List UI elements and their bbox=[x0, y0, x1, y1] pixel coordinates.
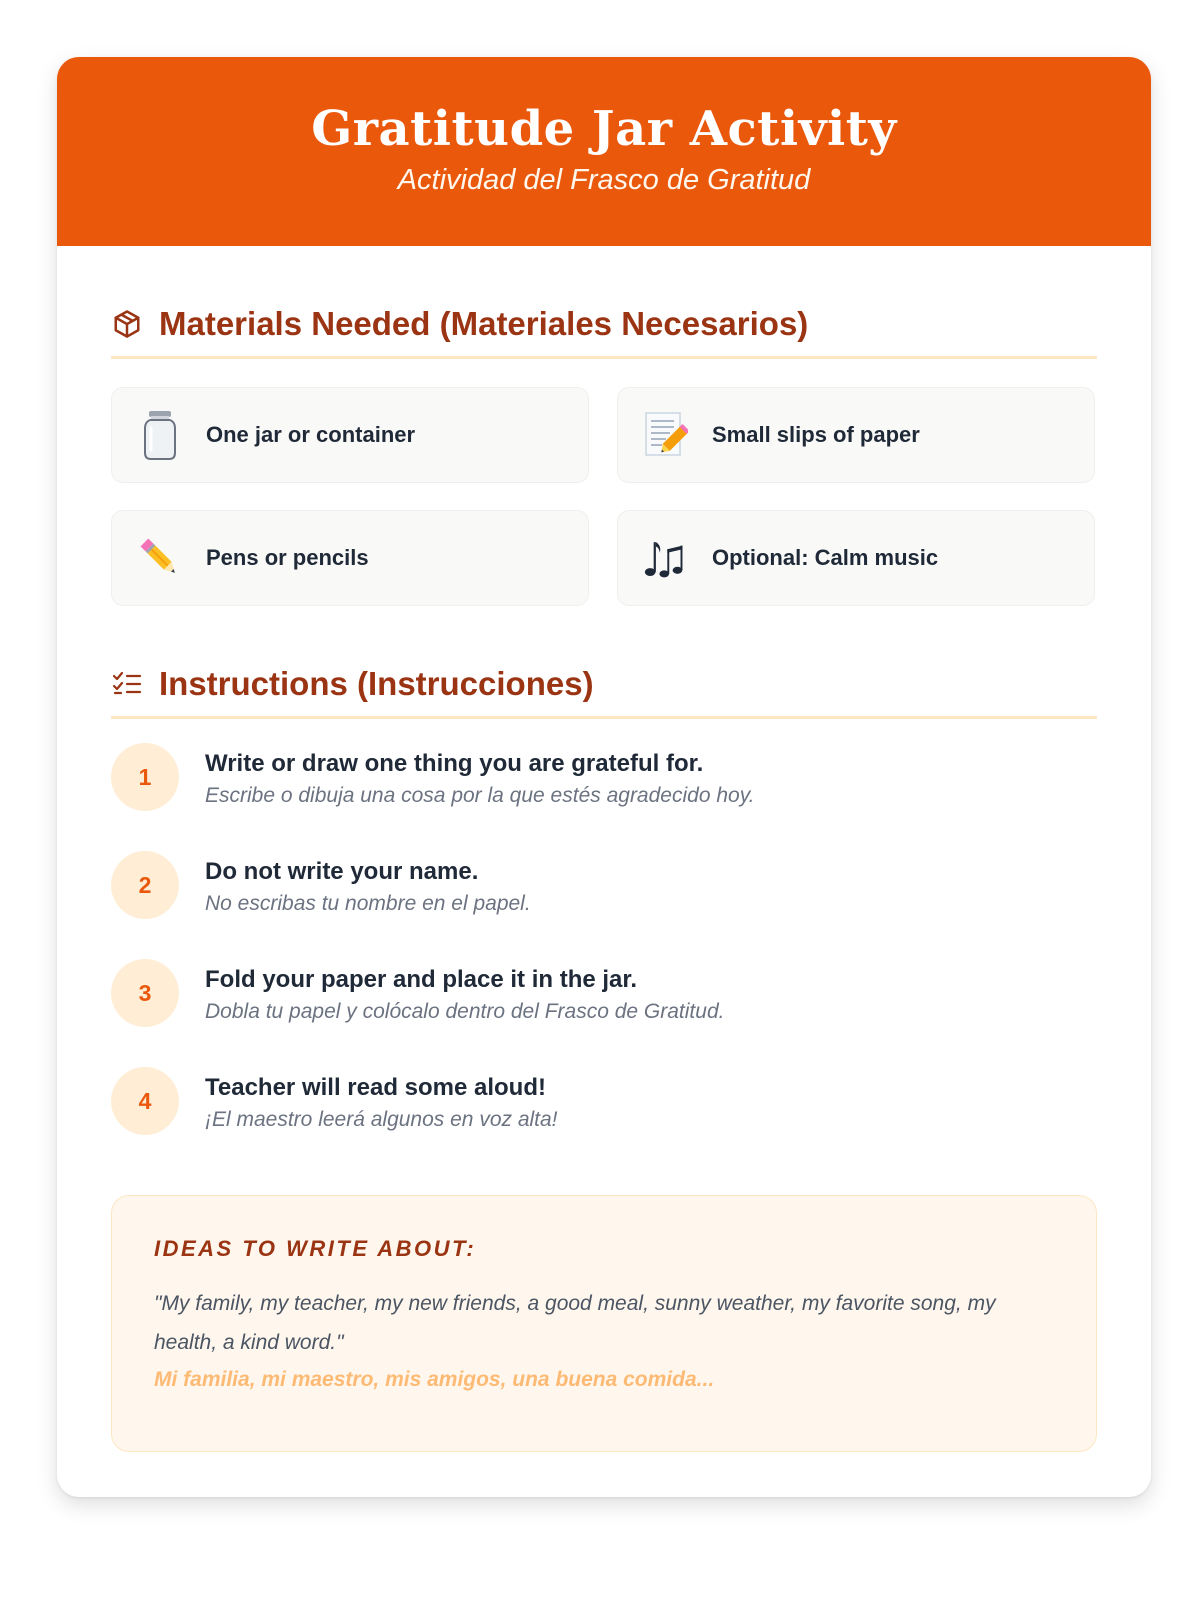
materials-section-title bbox=[111, 304, 1097, 359]
step-text-english: Fold your paper and place it in the jar. bbox=[205, 966, 638, 993]
instruction-step bbox=[111, 743, 1097, 851]
ideas-spanish-text: Mi familia, mi maestro, mis amigos, una buena comida... bbox=[154, 1368, 715, 1391]
ideas-english-text: "My family, my teacher, my new friends, a good meal, sunny weather, my favorite song, my health, a kind word." bbox=[154, 1292, 996, 1354]
step-number-badge: 4 bbox=[111, 1067, 179, 1135]
step-text-spanish: Dobla tu papel y colócalo dentro del Frasco de Gratitud. bbox=[205, 1000, 725, 1023]
instructions-list bbox=[111, 743, 1097, 1175]
material-label: Optional: Calm music bbox=[712, 545, 939, 570]
material-label: Small slips of paper bbox=[712, 422, 920, 447]
memo-icon bbox=[644, 409, 688, 461]
content-body bbox=[57, 304, 1151, 1452]
step-text-english: Do not write your name. bbox=[205, 858, 479, 885]
box-icon bbox=[111, 308, 143, 340]
page-subtitle: Actividad del Frasco de Gratitud bbox=[397, 164, 811, 196]
materials-title-text: Materials Needed (Materiales Necesarios) bbox=[159, 305, 809, 342]
music-notes-icon bbox=[644, 532, 688, 584]
jar-icon bbox=[138, 409, 182, 461]
step-text-spanish: ¡El maestro leerá algunos en voz alta! bbox=[205, 1108, 558, 1131]
ideas-title: IDEAS TO WRITE ABOUT: bbox=[154, 1236, 477, 1261]
page-title: Gratitude Jar Activity bbox=[311, 101, 897, 157]
instructions-title-text: Instructions (Instrucciones) bbox=[159, 665, 594, 702]
material-label: One jar or container bbox=[206, 422, 416, 447]
instruction-step bbox=[111, 851, 1097, 959]
header-banner bbox=[57, 57, 1151, 246]
checklist-icon bbox=[111, 668, 143, 700]
instruction-step bbox=[111, 1067, 1097, 1175]
material-item-paper bbox=[617, 387, 1095, 483]
material-item-pencils bbox=[111, 510, 589, 606]
instruction-step bbox=[111, 959, 1097, 1067]
step-text-spanish: No escribas tu nombre en el papel. bbox=[205, 892, 531, 915]
material-item-music bbox=[617, 510, 1095, 606]
materials-grid bbox=[111, 387, 1097, 606]
step-text-english: Write or draw one thing you are grateful for. bbox=[205, 750, 704, 777]
material-label: Pens or pencils bbox=[206, 545, 369, 570]
material-item-jar bbox=[111, 387, 589, 483]
step-text-english: Teacher will read some aloud! bbox=[205, 1074, 546, 1101]
step-text-spanish: Escribe o dibuja una cosa por la que estés agradecido hoy. bbox=[205, 784, 755, 807]
step-number-badge: 3 bbox=[111, 959, 179, 1027]
step-number-badge: 2 bbox=[111, 851, 179, 919]
instructions-section-title bbox=[111, 664, 1097, 719]
pencil-icon bbox=[138, 532, 182, 584]
activity-card bbox=[57, 57, 1151, 1497]
step-number-badge: 1 bbox=[111, 743, 179, 811]
ideas-box bbox=[111, 1195, 1097, 1452]
